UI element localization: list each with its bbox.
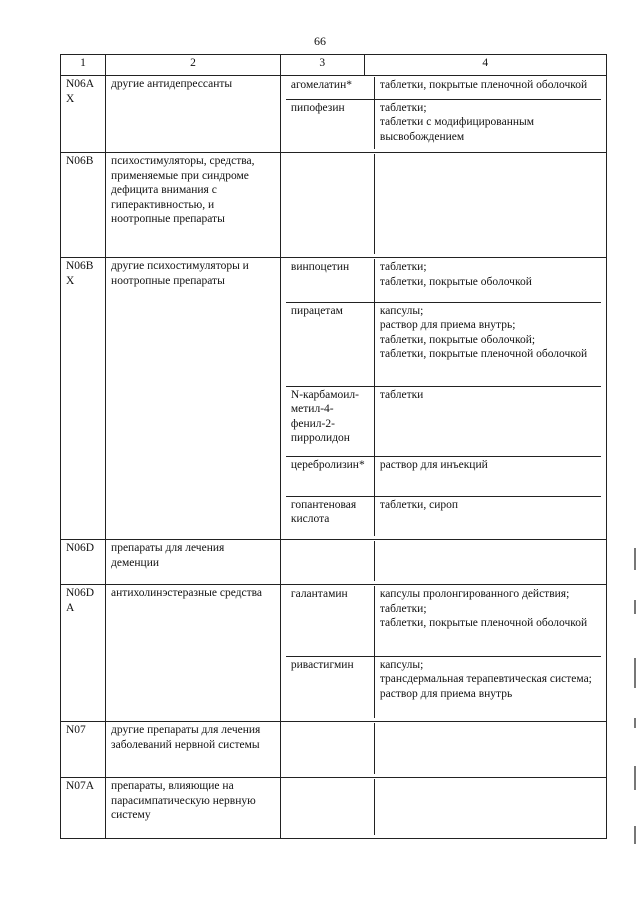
- substances-subtable: [286, 541, 601, 581]
- table-row: [61, 258, 607, 540]
- substance-row: [286, 302, 601, 386]
- substances-cell: [280, 258, 606, 540]
- dosage-forms-cell: [374, 723, 601, 774]
- dosage-forms-cell: [374, 456, 601, 496]
- atc-code-cell: N07: [61, 722, 106, 778]
- atc-code-cell: N06D: [61, 540, 106, 585]
- substance-name-cell: ривастигмин: [286, 656, 375, 718]
- substance-name-cell: N-карбамоил-метил-4-фенил-2-пирролидон: [286, 386, 375, 456]
- substance-name-cell: [286, 723, 375, 774]
- substances-cell: [280, 153, 606, 258]
- dosage-form-line: таблетки;: [379, 101, 427, 114]
- substance-row: [286, 496, 601, 536]
- dosage-forms-cell: [374, 496, 601, 536]
- table-row: [61, 540, 607, 585]
- dosage-forms-cell: [374, 99, 601, 149]
- header-col-2: 2: [106, 55, 281, 76]
- dosage-forms-cell: [374, 386, 601, 456]
- group-name-cell: препараты, влияющие на парасимпатическую нервную систему: [106, 778, 281, 839]
- page-number: 66: [314, 34, 326, 48]
- dosage-form-line: трансдермальная терапевтическая система;: [379, 673, 592, 685]
- substance-name-cell: [286, 779, 375, 835]
- atc-code-cell: N06AX: [61, 76, 106, 153]
- dosage-forms-cell: [374, 259, 601, 302]
- table-header-row: [61, 55, 607, 76]
- substances-cell: [280, 722, 606, 778]
- dosage-form-line: раствор для приема внутрь;: [379, 319, 516, 331]
- substances-cell: [280, 540, 606, 585]
- substance-row: [286, 259, 601, 302]
- substance-name-cell: пирацетам: [286, 302, 375, 386]
- dosage-forms-cell: [374, 302, 601, 386]
- group-name-cell: другие антидепрессанты: [106, 76, 281, 153]
- dosage-form-line: таблетки с модифицированным высвобождением: [379, 116, 535, 143]
- dosage-form-line: таблетки: [379, 388, 424, 401]
- dosage-form-line: таблетки, покрытые оболочкой: [379, 275, 532, 288]
- substance-name-cell: агомелатин*: [286, 77, 375, 99]
- atc-code-cell: N06BX: [61, 258, 106, 540]
- group-name-cell: препараты для лечения деменции: [106, 540, 281, 585]
- group-name-cell: другие психостимуляторы и ноотропные препараты: [106, 258, 281, 540]
- dosage-forms-cell: [374, 656, 601, 718]
- substance-name-cell: винпоцетин: [286, 259, 375, 302]
- substances-subtable: [286, 259, 601, 536]
- dosage-form-line: таблетки, покрытые пленочной оболочкой: [379, 79, 588, 91]
- header-col-1: 1: [61, 55, 106, 76]
- dosage-forms-cell: [374, 586, 601, 656]
- table-row: [61, 585, 607, 722]
- substance-row: [286, 77, 601, 99]
- atc-code-cell: N06B: [61, 153, 106, 258]
- substances-subtable: [286, 723, 601, 774]
- substance-row: [286, 779, 601, 835]
- dosage-form-line: таблетки;: [379, 261, 427, 273]
- substances-subtable: [286, 77, 601, 149]
- substances-subtable: [286, 154, 601, 254]
- table-row: [61, 76, 607, 153]
- substance-row: [286, 456, 601, 496]
- atc-code-cell: N07A: [61, 778, 106, 839]
- group-name-cell: психостимуляторы, средства, применяемые при синдроме дефицита внимания с гиперактивностью, и ноотропные препараты: [106, 153, 281, 258]
- substance-row: [286, 99, 601, 149]
- substance-name-cell: гопантеновая кислота: [286, 496, 375, 536]
- dosage-form-line: капсулы;: [379, 304, 424, 317]
- dosage-forms-cell: [374, 154, 601, 254]
- group-name-cell: другие препараты для лечения заболеваний нервной системы: [106, 722, 281, 778]
- substance-name-cell: пипофезин: [286, 99, 375, 149]
- dosage-form-line: капсулы пролонгированного действия;: [379, 588, 570, 600]
- table-row: [61, 722, 607, 778]
- dosage-forms-cell: [374, 779, 601, 835]
- substance-name-cell: [286, 154, 375, 254]
- table-row: [61, 153, 607, 258]
- group-name-cell: антихолинэстеразные средства: [106, 585, 281, 722]
- header-col-3: 3: [280, 55, 364, 76]
- substance-row: [286, 723, 601, 774]
- header-col-4: 4: [364, 55, 606, 76]
- dosage-form-line: раствор для инъекций: [379, 458, 488, 471]
- substance-row: [286, 656, 601, 718]
- dosage-form-line: таблетки, сироп: [379, 498, 458, 511]
- substance-row: [286, 541, 601, 581]
- table-body: [61, 76, 607, 839]
- substances-cell: [280, 778, 606, 839]
- substance-name-cell: церебролизин*: [286, 456, 375, 496]
- atc-code-cell: N06DA: [61, 585, 106, 722]
- substances-cell: [280, 585, 606, 722]
- substance-row: [286, 586, 601, 656]
- dosage-form-line: раствор для приема внутрь: [379, 687, 513, 700]
- substances-subtable: [286, 586, 601, 718]
- dosage-forms-cell: [374, 541, 601, 581]
- substance-name-cell: [286, 541, 375, 581]
- dosage-form-line: капсулы;: [379, 658, 424, 671]
- medication-table: [60, 54, 607, 839]
- dosage-form-line: таблетки;: [379, 602, 427, 615]
- dosage-forms-cell: [374, 77, 601, 99]
- scan-margin-marks: [634, 540, 638, 860]
- table-row: [61, 778, 607, 839]
- substances-subtable: [286, 779, 601, 835]
- substance-name-cell: галантамин: [286, 586, 375, 656]
- substance-row: [286, 386, 601, 456]
- substances-cell: [280, 76, 606, 153]
- dosage-form-line: таблетки, покрытые пленочной оболочкой: [379, 348, 588, 360]
- dosage-form-line: таблетки, покрытые пленочной оболочкой: [379, 617, 588, 629]
- dosage-form-line: таблетки, покрытые оболочкой;: [379, 333, 536, 346]
- substance-row: [286, 154, 601, 254]
